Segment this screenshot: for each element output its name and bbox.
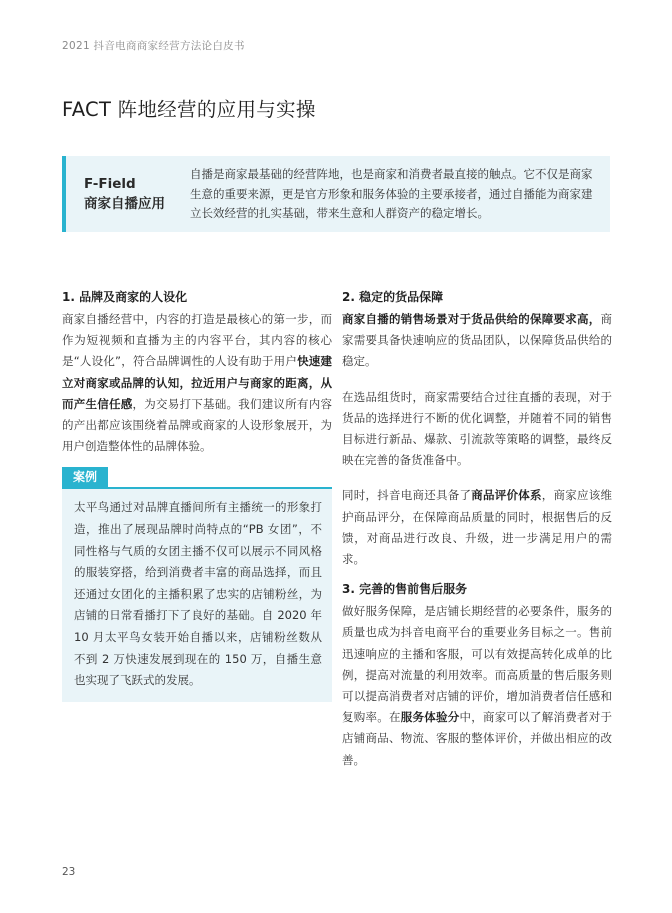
section-2-p3-bold: 商品评价体系 (471, 488, 542, 503)
section-2-p3-c: ，商家应该维护商品评分，在保障商品质量的同时，根据售后的反馈，对商品进行改良、升级，进一步满足用户的需求。 (342, 488, 612, 567)
section-3-paragraph (342, 601, 612, 771)
intro-label-line2: 商家自播应用 (84, 196, 165, 212)
intro-label-line1: F-Field (84, 176, 136, 192)
section-1-text-bold: 快速建立对商家或品牌的认知，拉近用户与商家的距离，从而产生信任感 (62, 354, 333, 411)
intro-box (62, 156, 610, 232)
section-1-text-c: ，为交易打下基础。我们建议所有内容的产出都应该围绕着品牌或商家的人设形象展开，为用户创造整体性的品牌体验。 (62, 396, 332, 454)
case-text: 太平鸟通过对品牌直播间所有主播统一的形象打造，推出了展现品牌时尚特点的“PB 女团”，不同性格与气质的女团主播不仅可以展示不同风格的服装穿搭，给到消费者丰富的商品选择，而且还通过女团化的主播积累了忠实的店铺粉丝，为店铺的日常看播打下了良好的基础。自 2020 年 10 月太平鸟女装开始自播以来，店铺粉丝数从不到 2 万快速发展到现在的 150 万，自播生意也实现了飞跃式的发展。 (74, 500, 322, 688)
section-1-title: 1. 品牌及商家的人设化 (62, 290, 188, 304)
section-3-text-a: 做好服务保障，是店铺长期经营的必要条件，服务的质量也成为抖音电商平台的重要业务目标之一。售前迅速响应的主播和客服，可以有效提高转化成单的比例，提高对流量的利用效率。而高质量的售后服务则可以提高消费者对店铺的评价，增加消费者信任感和复购率。在 (342, 604, 612, 725)
section-3-text-bold: 服务体验分 (400, 710, 460, 725)
section-2-p1-rest: 商家需要具备快速响应的货品团队，以保障货品供给的稳定。 (342, 312, 612, 369)
section-2-p3-a: 同时，抖音电商还具备了 (342, 488, 472, 503)
section-2-paragraph-3 (342, 485, 612, 570)
section-2-title: 2. 稳定的货品保障 (342, 290, 444, 304)
section-3-text-c: 中，商家可以了解消费者对于店铺商品、物流、客服的整体评价，并做出相应的改善。 (342, 710, 612, 767)
page-title: FACT 阵地经营的应用与实操 (62, 98, 316, 121)
section-1-paragraph (62, 309, 332, 457)
case-header (62, 467, 332, 489)
section-2-p1-bold: 商家自播的销售场景对于货品供给的保障要求高， (342, 312, 601, 326)
intro-accent-bar (62, 156, 66, 232)
section-2-paragraph-1 (342, 309, 612, 373)
case-box (62, 489, 332, 701)
section-1-text-a: 商家自播经营中，内容的打造是最核心的第一步，而作为短视频和直播为主的内容平台，其内容的核心是“人设化”，符合品牌调性的人设有助于用户 (62, 312, 332, 369)
right-column (342, 288, 612, 771)
case-tag: 案例 (62, 467, 108, 487)
intro-label (84, 174, 165, 214)
running-header: 2021 抖音电商商家经营方法论白皮书 (62, 40, 245, 52)
intro-text: 自播是商家最基础的经营阵地，也是商家和消费者最直接的触点。它不仅是商家生意的重要来源，更是官方形象和服务体验的主要承接者，通过自播能为商家建立长效经营的扎实基础，带来生意和人群资产的稳定增长。 (190, 167, 593, 220)
section-3-title: 3. 完善的售前售后服务 (342, 582, 468, 597)
left-column (62, 288, 332, 702)
page-number: 23 (62, 866, 76, 878)
section-2-paragraph-2: 在选品组货时，商家需要结合过往直播的表现，对于货品的选择进行不断的优化调整，并随着不同的销售目标进行新品、爆款、引流款等策略的调整，最终反映在完善的备货准备中。 (342, 389, 612, 468)
